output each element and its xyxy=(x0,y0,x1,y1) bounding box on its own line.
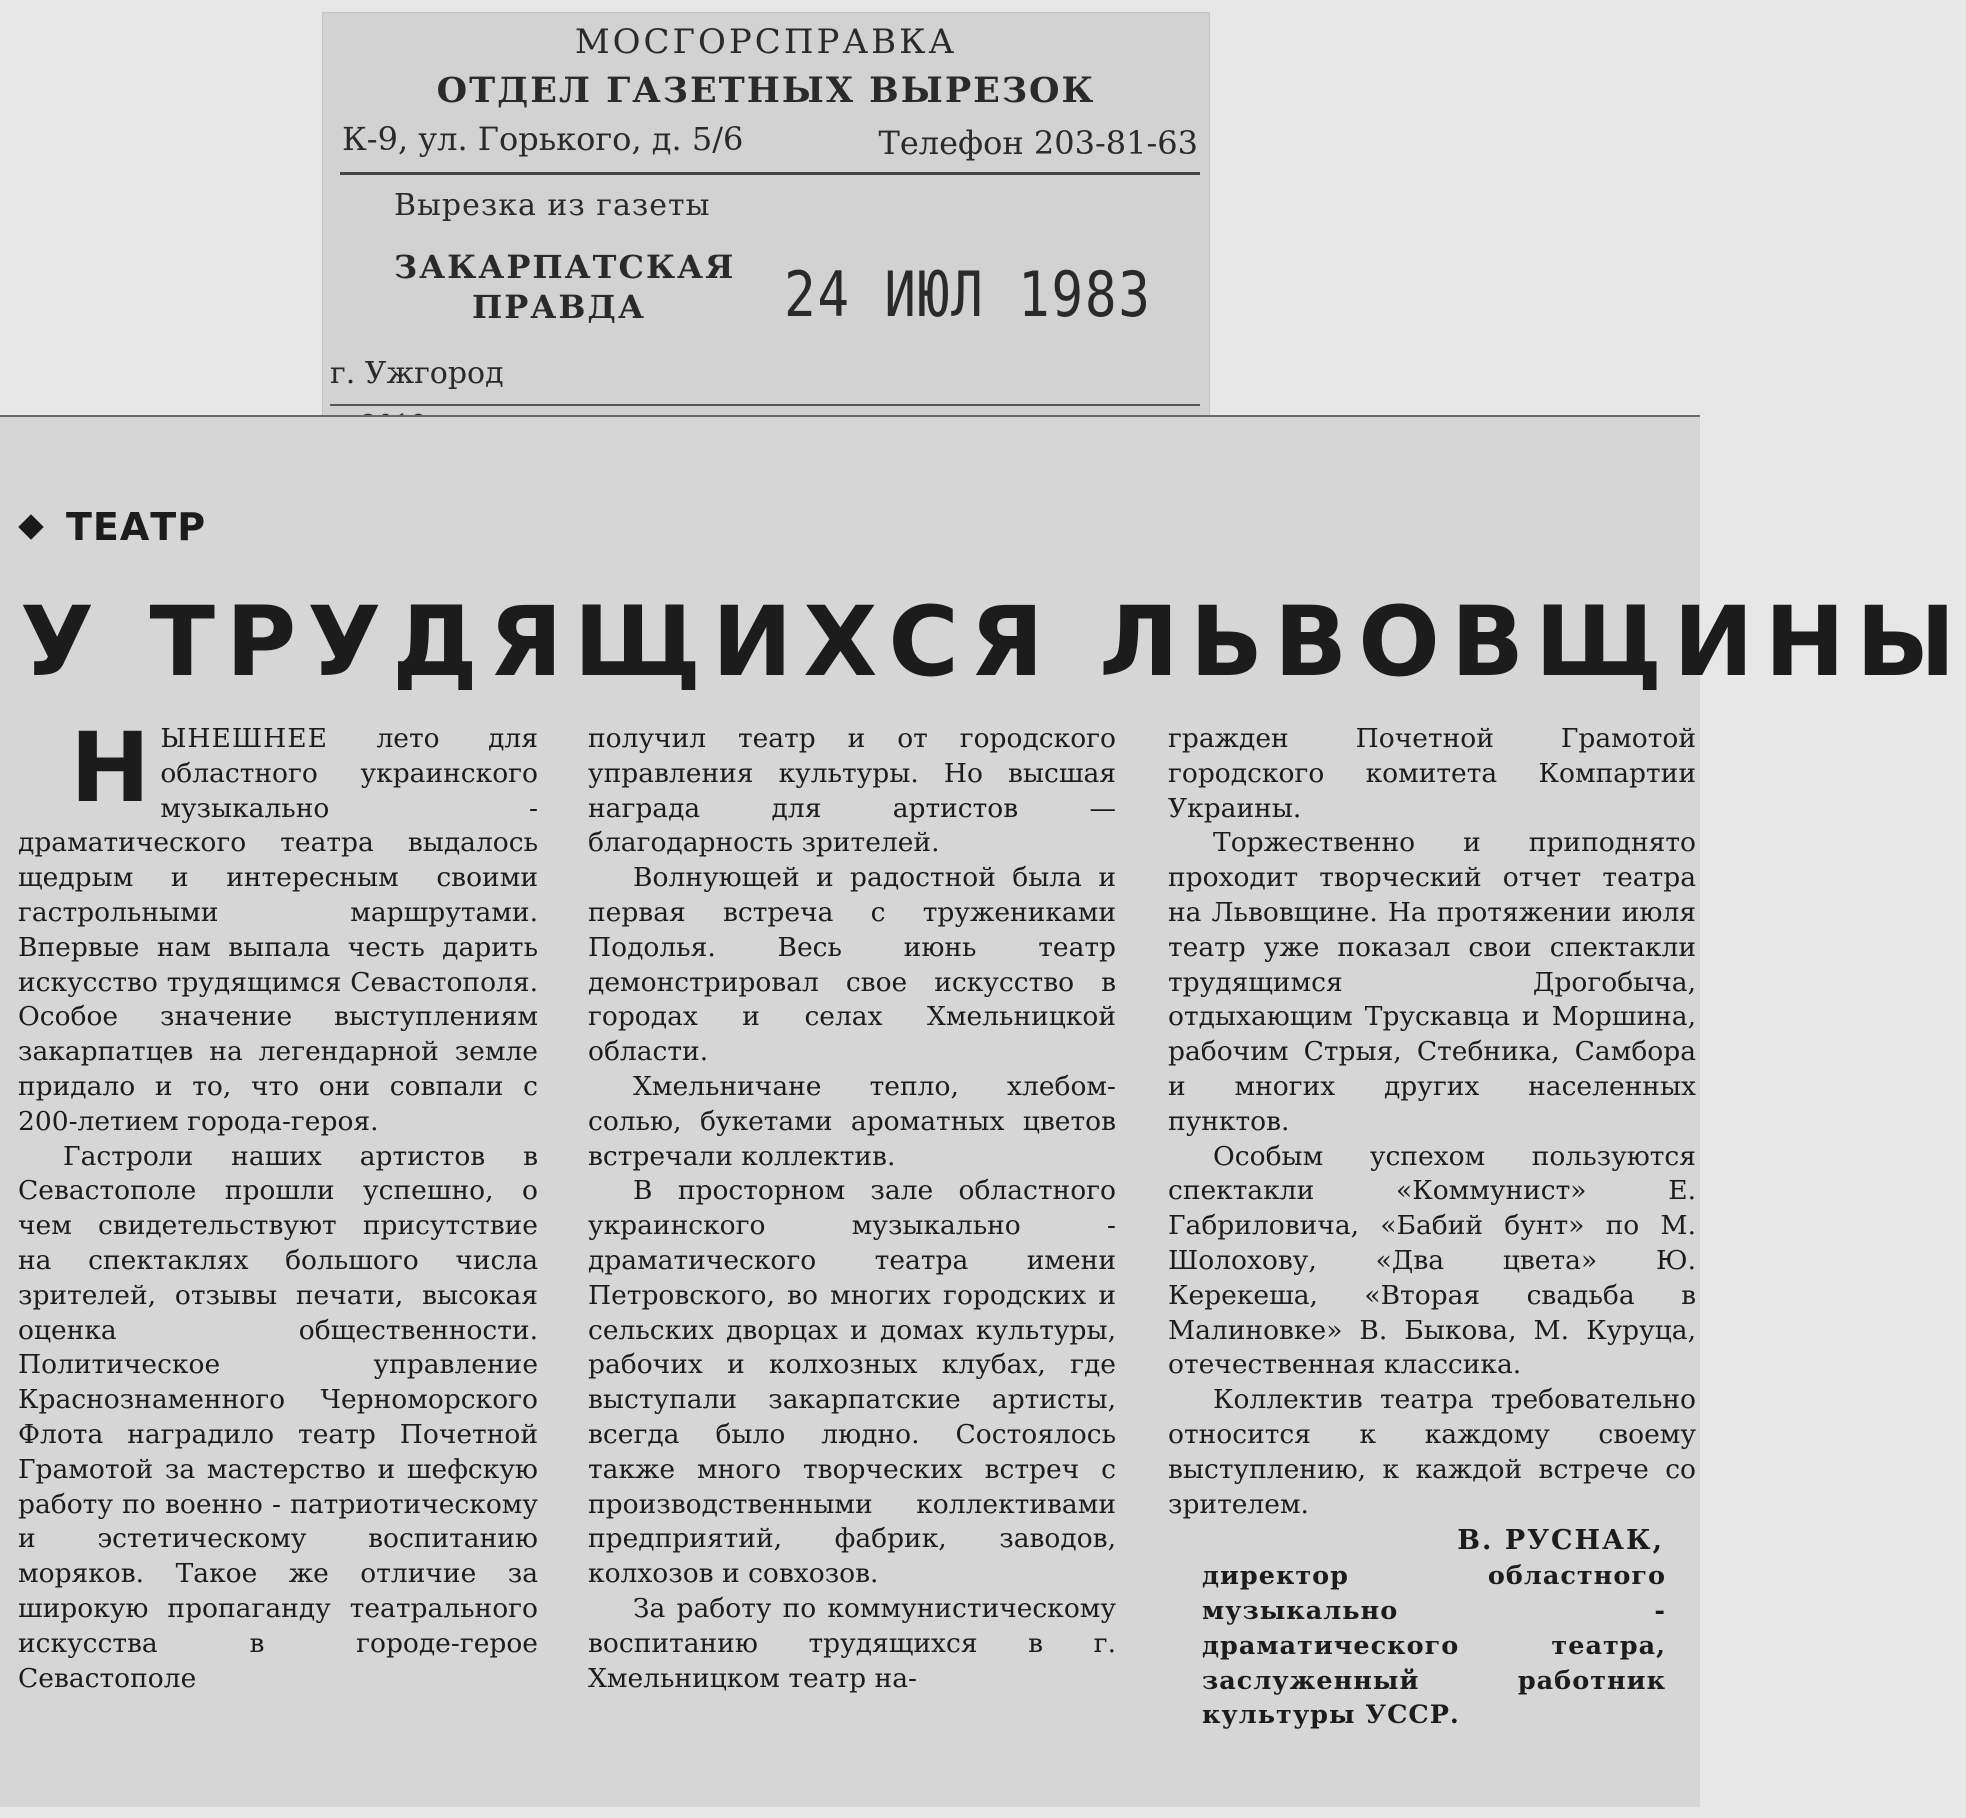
article-column-2 xyxy=(588,722,1116,1696)
clipping-service-stamp xyxy=(322,12,1210,417)
article-paragraph: За работу по коммунистическому воспитанию трудящихся в г. Хмельницком театр на- xyxy=(588,1592,1116,1694)
agency-address: К-9, ул. Горького, д. 5/6 xyxy=(342,120,744,158)
article-paragraph: Торжественно и приподнято проходит творческий отчет театра на Львовщине. На протяжении июля театр уже показал свои спектакли трудящимся Дрогобыча, отдыхающим Трускавца и Моршина, рабочим Стрыя, Стебника, Самбора и многих других населенных пунктов. xyxy=(1168,827,1696,1137)
paragraph-text: лето для областного украинского музыкально - драматического театра выдалось щедрым и интересным своими гастрольными маршрутами. Впервые нам выпала честь дарить искусство трудящимся Севастополя. Особое значение выступлениям закарпатцев на легендарной земле придало и то, что они совпали с 200-летием города-героя. xyxy=(18,723,538,1137)
author-title: директор областного музыкально - драматического театра, заслуженный работник культуры УССР. xyxy=(1202,1561,1666,1731)
article-paragraph xyxy=(18,712,538,1140)
diamond-bullet-icon xyxy=(18,514,43,539)
article-paragraph: В просторном зале областного украинского музыкально - драматического театра имени Петровского, во многих городских и сельских дворцах и домах культуры, рабочих и колхозных клубах, где выступали закарпатские артисты, всегда было людно. Состоялось также много творческих встреч с производственными коллективами предприятий, фабрик, заводов, колхозов и совхозов. xyxy=(588,1175,1116,1590)
agency-name: МОСГОРСПРАВКА xyxy=(574,22,958,62)
article-paragraph: получил театр и от городского управления культуры. Но высшая награда для артистов — благодарность зрителей. xyxy=(588,723,1116,859)
article-paragraph: Особым успехом пользуются спектакли «Коммунист» Е. Габриловича, «Бабий бунт» по М. Шолохову, «Два цвета» Ю. Керекеша, «Вторая свадьба в Малиновке» В. Быкова, М. Куруца, отечественная классика. xyxy=(1168,1140,1696,1381)
drop-cap: Н xyxy=(70,712,151,824)
stamp-divider xyxy=(340,172,1200,175)
rubric xyxy=(16,505,206,549)
author-signature xyxy=(1168,1524,1696,1733)
article-column-3 xyxy=(1168,722,1696,1733)
article-paragraph: Гастроли наших артистов в Севастополе прошли успешно, о чем свидетельствуют присутствие на спектаклях большого числа зрителей, отзывы печати, высокая оценка общественности. Политическое управление Краснознаменного Черноморского Флота наградило театр Почетной Грамотой за мастерство и шефскую работу по военно - патриотическому и эстетическому воспитанию моряков. Такое же отличие за широкую пропаганду театрального искусства в городе-герое Севастополе xyxy=(18,1140,538,1694)
article-paragraph: Хмельничане тепло, хлебом-солью, букетами ароматных цветов встречали коллектив. xyxy=(588,1070,1116,1172)
stamp-bottom-divider xyxy=(330,404,1200,406)
agency-phone: Телефон 203-81-63 xyxy=(878,124,1198,162)
newspaper-name-line2: ПРАВДА xyxy=(472,288,646,326)
newspaper-clipping xyxy=(0,415,1966,1807)
article-paragraph: Волнующей и радостной была и первая встреча с тружениками Подолья. Весь июнь театр демонстрировал свое искусство в городах и селах Хмельницкой области. xyxy=(588,862,1116,1068)
rubric-label: ТЕАТР xyxy=(66,505,207,549)
department-name: ОТДЕЛ ГАЗЕТНЫХ ВЫРЕЗОК xyxy=(436,70,1096,111)
date-stamp: 24 ИЮЛ 1983 xyxy=(784,258,1152,331)
article-headline: У ТРУДЯЩИХСЯ ЛЬВОВЩИНЫ xyxy=(20,586,1966,698)
article-paragraph: гражден Почетной Грамотой городского комитета Компартии Украины. xyxy=(1168,723,1696,824)
article-column-1 xyxy=(18,712,538,1696)
lead-caps: ЫНЕШНЕЕ xyxy=(160,723,328,754)
cutting-from-label: Вырезка из газеты xyxy=(394,188,711,223)
newspaper-city: г. Ужгород xyxy=(330,356,504,391)
author-name: В. РУСНАК, xyxy=(1457,1525,1664,1557)
newspaper-name-line1: ЗАКАРПАТСКАЯ xyxy=(394,248,736,286)
article-paragraph: Коллектив театра требовательно относится к каждому своему выступлению, к каждой встрече со зрителем. xyxy=(1168,1384,1696,1520)
